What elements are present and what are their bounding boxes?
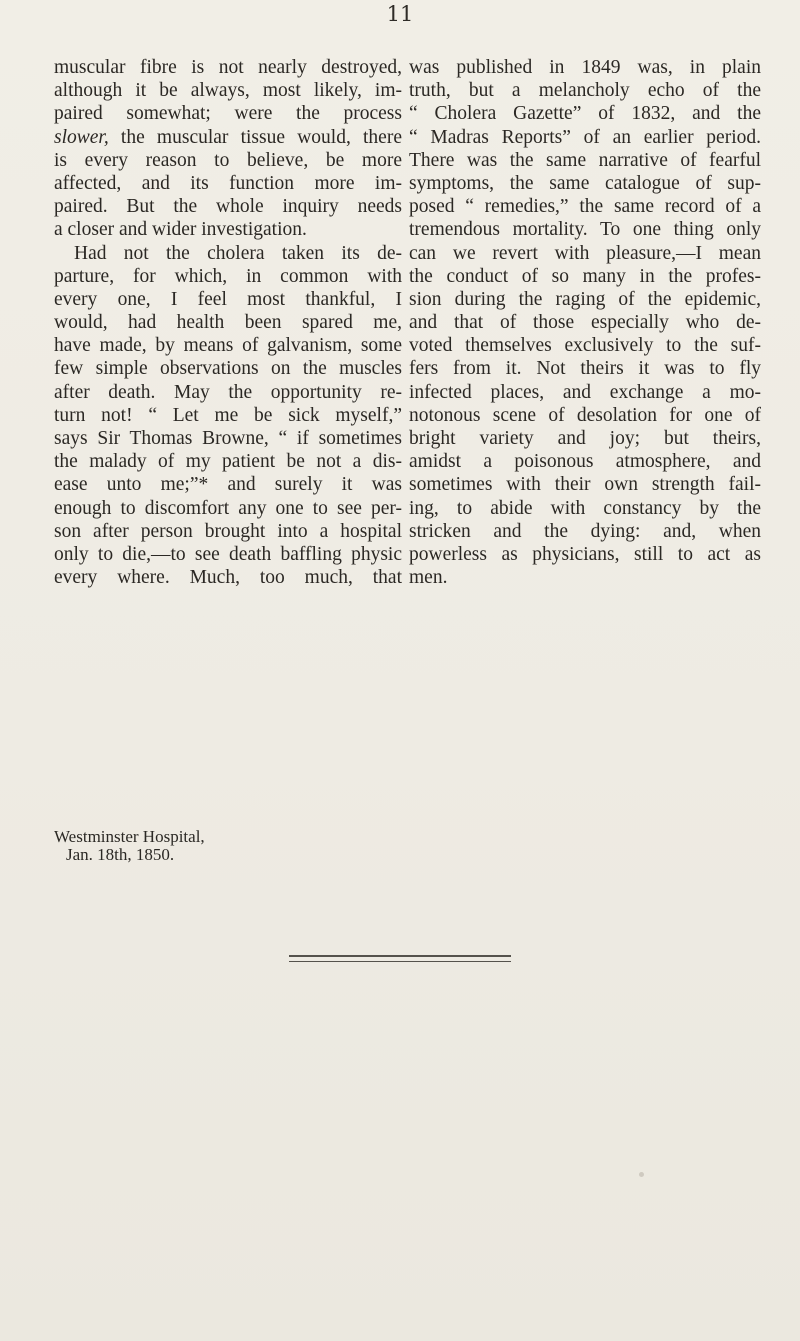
text-line: a closer and wider investigation. bbox=[54, 219, 307, 241]
text-line: every one, I feel most thankful, I bbox=[54, 288, 402, 310]
text-line: sometimes with their own strength fail- bbox=[409, 474, 761, 496]
text-line: every where. Much, too much, that bbox=[54, 567, 402, 589]
text-line: would, had health been spared me, bbox=[54, 312, 402, 334]
text-line: only to die,—to see death baffling physic bbox=[54, 543, 402, 565]
text-line: Had not the cholera taken its de- bbox=[74, 242, 402, 264]
text-line: sion during the raging of the epidemic, bbox=[409, 288, 761, 310]
text-line: powerless as physicians, still to act as bbox=[409, 543, 761, 565]
text-line: “ Madras Reports” of an earlier period. bbox=[409, 126, 761, 148]
text-line: bright variety and joy; but theirs, bbox=[409, 428, 761, 449]
text-line: ease unto me;”* and surely it was bbox=[54, 474, 402, 496]
text-line: amidst a poisonous atmosphere, and bbox=[409, 451, 761, 473]
paper-speck bbox=[639, 1172, 644, 1177]
text-line: slower, the muscular tissue would, there bbox=[54, 126, 402, 148]
signature-block bbox=[54, 828, 205, 864]
text-line: enough to discomfort any one to see per- bbox=[54, 497, 402, 519]
text-line: There was the same narrative of fearful bbox=[409, 149, 761, 171]
text-line: infected places, and exchange a mo- bbox=[409, 381, 761, 403]
text-line: can we revert with pleasure,—I mean bbox=[409, 242, 761, 264]
text-line: few simple observations on the muscles bbox=[54, 358, 402, 380]
text-line: after death. May the opportunity re- bbox=[54, 381, 402, 403]
text-line: paired. But the whole inquiry needs bbox=[54, 196, 402, 218]
text-line: men. bbox=[409, 567, 448, 589]
closing-rule-thick bbox=[289, 955, 511, 957]
text-line: son after person brought into a hospital bbox=[54, 520, 402, 542]
signature-place: Westminster Hospital, bbox=[54, 827, 205, 846]
text-line: paired somewhat; were the process bbox=[54, 103, 402, 125]
text-line: and that of those especially who de- bbox=[409, 312, 761, 334]
text-line: the conduct of so many in the profes- bbox=[409, 265, 761, 287]
text-line: parture, for which, in common with bbox=[54, 265, 402, 287]
text-line: “ Cholera Gazette” of 1832, and the bbox=[409, 103, 761, 125]
text-line: turn not! “ Let me be sick myself,” bbox=[54, 404, 402, 426]
text-line: have made, by means of galvanism, some bbox=[54, 335, 402, 357]
text-line: affected, and its function more im- bbox=[54, 172, 402, 194]
emphasis: slower, bbox=[54, 126, 109, 148]
closing-rule-thin bbox=[289, 961, 511, 962]
text-line: voted themselves exclusively to the suf- bbox=[409, 335, 761, 357]
text-line: fers from it. Not theirs it was to fly bbox=[409, 358, 761, 380]
text-line: tremendous mortality. To one thing only bbox=[409, 219, 761, 241]
text-line: truth, but a melancholy echo of the bbox=[409, 80, 761, 102]
text-line: although it be always, most likely, im- bbox=[54, 80, 402, 102]
text-line: ing, to abide with constancy by the bbox=[409, 497, 761, 519]
text-line: stricken and the dying: and, when bbox=[409, 520, 761, 542]
text-line: posed “ remedies,” the same record of a bbox=[409, 196, 761, 218]
text-line: is every reason to believe, be more bbox=[54, 149, 402, 171]
text-line: the malady of my patient be not a dis- bbox=[54, 451, 402, 473]
text-line: notonous scene of desolation for one of bbox=[409, 404, 761, 426]
text-line: symptoms, the same catalogue of sup- bbox=[409, 172, 761, 194]
text-line: says Sir Thomas Browne, “ if sometimes bbox=[54, 428, 402, 449]
text-line: muscular fibre is not nearly destroyed, bbox=[54, 57, 402, 78]
right-column bbox=[409, 56, 761, 589]
signature-date: Jan. 18th, 1850. bbox=[66, 845, 175, 864]
text-line: was published in 1849 was, in plain bbox=[409, 57, 761, 78]
left-column bbox=[54, 56, 402, 589]
page-number: 11 bbox=[386, 2, 414, 26]
